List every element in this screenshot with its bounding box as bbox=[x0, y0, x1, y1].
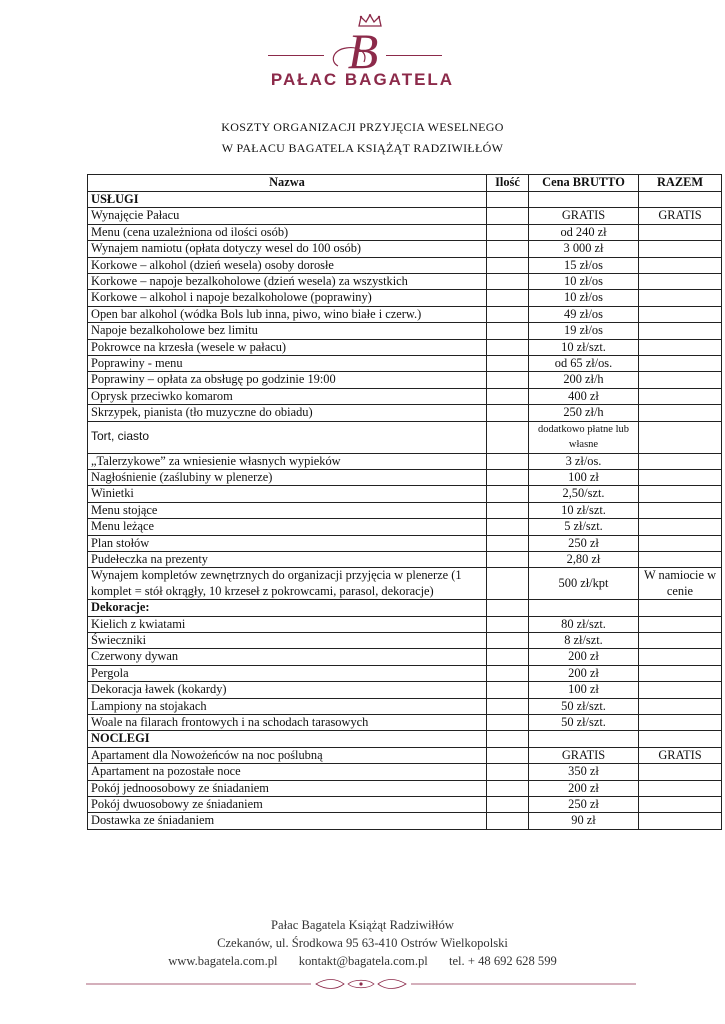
item-price: 250 zł bbox=[529, 797, 639, 813]
section-row bbox=[88, 600, 722, 616]
table-row bbox=[88, 356, 722, 372]
item-qty bbox=[487, 535, 529, 551]
item-name: Oprysk przeciwko komarom bbox=[88, 388, 487, 404]
table-row bbox=[88, 405, 722, 421]
item-price: 2,50/szt. bbox=[529, 486, 639, 502]
item-total bbox=[639, 502, 722, 518]
item-qty bbox=[487, 698, 529, 714]
item-total bbox=[639, 372, 722, 388]
table-row bbox=[88, 780, 722, 796]
table-row bbox=[88, 698, 722, 714]
table-row bbox=[88, 323, 722, 339]
item-price bbox=[529, 731, 639, 747]
item-name: Pokój dwuosobowy ze śniadaniem bbox=[88, 797, 487, 813]
item-qty bbox=[487, 632, 529, 648]
item-price bbox=[529, 192, 639, 208]
item-name: Tort, ciasto bbox=[88, 421, 487, 453]
item-qty bbox=[487, 274, 529, 290]
item-qty bbox=[487, 519, 529, 535]
item-name: Winietki bbox=[88, 486, 487, 502]
item-qty bbox=[487, 405, 529, 421]
item-qty bbox=[487, 372, 529, 388]
table-row bbox=[88, 649, 722, 665]
item-price: 350 zł bbox=[529, 764, 639, 780]
item-qty bbox=[487, 568, 529, 600]
table-row bbox=[88, 469, 722, 485]
item-name: Napoje bezalkoholowe bez limitu bbox=[88, 323, 487, 339]
footer-company: Pałac Bagatela Książąt Radziwiłłów bbox=[271, 918, 454, 932]
item-total bbox=[639, 632, 722, 648]
item-name: Apartament dla Nowożeńców na noc poślubną bbox=[88, 747, 487, 763]
item-name: Plan stołów bbox=[88, 535, 487, 551]
item-qty bbox=[487, 421, 529, 453]
table-row bbox=[88, 502, 722, 518]
item-price: 10 zł/os bbox=[529, 290, 639, 306]
table-row bbox=[88, 747, 722, 763]
item-price: 5 zł/szt. bbox=[529, 519, 639, 535]
header-total: RAZEM bbox=[639, 175, 722, 192]
item-price: 100 zł bbox=[529, 469, 639, 485]
item-total bbox=[639, 551, 722, 567]
item-qty bbox=[487, 665, 529, 681]
item-name: Nagłośnienie (zaślubiny w plenerze) bbox=[88, 469, 487, 485]
item-total: GRATIS bbox=[639, 747, 722, 763]
table-row bbox=[88, 715, 722, 731]
item-qty bbox=[487, 224, 529, 240]
item-price: 10 zł/os bbox=[529, 274, 639, 290]
table-row bbox=[88, 535, 722, 551]
table-row bbox=[88, 388, 722, 404]
table-row bbox=[88, 568, 722, 600]
item-total bbox=[639, 192, 722, 208]
section-label: NOCLEGI bbox=[88, 731, 487, 747]
section-row bbox=[88, 731, 722, 747]
item-qty bbox=[487, 502, 529, 518]
item-total: GRATIS bbox=[639, 208, 722, 224]
item-total bbox=[639, 519, 722, 535]
item-total bbox=[639, 339, 722, 355]
item-total bbox=[639, 682, 722, 698]
item-price bbox=[529, 600, 639, 616]
item-price: 500 zł/kpt bbox=[529, 568, 639, 600]
item-total bbox=[639, 616, 722, 632]
item-price: 19 zł/os bbox=[529, 323, 639, 339]
item-name: Czerwony dywan bbox=[88, 649, 487, 665]
table-row bbox=[88, 453, 722, 469]
item-price: 200 zł bbox=[529, 780, 639, 796]
item-name: Pokrowce na krzesła (wesele w pałacu) bbox=[88, 339, 487, 355]
item-qty bbox=[487, 290, 529, 306]
logo bbox=[0, 8, 725, 98]
table-row bbox=[88, 764, 722, 780]
item-qty bbox=[487, 715, 529, 731]
item-price: 8 zł/szt. bbox=[529, 632, 639, 648]
item-total bbox=[639, 453, 722, 469]
item-total bbox=[639, 405, 722, 421]
item-price: 250 zł/h bbox=[529, 405, 639, 421]
footer-email[interactable]: kontakt@bagatela.com.pl bbox=[298, 954, 428, 968]
item-price: dodatkowo płatne lub własne bbox=[529, 421, 639, 453]
item-name: Dostawka ze śniadaniem bbox=[88, 813, 487, 829]
item-qty bbox=[487, 257, 529, 273]
document-title-line-2: W PAŁACU BAGATELA KSIĄŻĄT RADZIWIŁŁÓW bbox=[221, 141, 504, 155]
section-label: Dekoracje: bbox=[88, 600, 487, 616]
item-name: Pokój jednoosobowy ze śniadaniem bbox=[88, 780, 487, 796]
item-total bbox=[639, 421, 722, 453]
item-price: 100 zł bbox=[529, 682, 639, 698]
item-price: 200 zł bbox=[529, 649, 639, 665]
item-total bbox=[639, 649, 722, 665]
item-qty bbox=[487, 339, 529, 355]
table-row bbox=[88, 372, 722, 388]
item-qty bbox=[487, 208, 529, 224]
item-price: 200 zł/h bbox=[529, 372, 639, 388]
item-total bbox=[639, 274, 722, 290]
item-name: Korkowe – napoje bezalkoholowe (dzień wesela) za wszystkich bbox=[88, 274, 487, 290]
item-name: Korkowe – alkohol i napoje bezalkoholowe (poprawiny) bbox=[88, 290, 487, 306]
table-row bbox=[88, 813, 722, 829]
item-name: „Talerzykowe” za wniesienie własnych wypieków bbox=[88, 453, 487, 469]
item-price: 3 000 zł bbox=[529, 241, 639, 257]
item-qty bbox=[487, 323, 529, 339]
logo-monogram bbox=[324, 22, 402, 76]
item-name: Wynajem namiotu (opłata dotyczy wesel do 100 osób) bbox=[88, 241, 487, 257]
footer-website[interactable]: www.bagatela.com.pl bbox=[168, 954, 278, 968]
item-name: Woale na filarach frontowych i na schodach tarasowych bbox=[88, 715, 487, 731]
item-qty bbox=[487, 453, 529, 469]
item-total: W namiocie w cenie bbox=[639, 568, 722, 600]
section-label: USŁUGI bbox=[88, 192, 487, 208]
item-total bbox=[639, 469, 722, 485]
item-name: Menu stojące bbox=[88, 502, 487, 518]
table-row bbox=[88, 290, 722, 306]
item-qty bbox=[487, 192, 529, 208]
header-name: Nazwa bbox=[88, 175, 487, 192]
table-row bbox=[88, 306, 722, 322]
item-qty bbox=[487, 600, 529, 616]
item-name: Wynajem kompletów zewnętrznych do organizacji przyjęcia w plenerze (1 komplet = stół okrągły, 10 krzeseł z pokrowcami, parasol, dekoracje) bbox=[88, 568, 487, 600]
item-name: Poprawiny – opłata za obsługę po godzinie 19:00 bbox=[88, 372, 487, 388]
table-row bbox=[88, 224, 722, 240]
item-price: 3 zł/os. bbox=[529, 453, 639, 469]
item-qty bbox=[487, 356, 529, 372]
table-row bbox=[88, 274, 722, 290]
item-total bbox=[639, 224, 722, 240]
item-price: 200 zł bbox=[529, 665, 639, 681]
item-price: 10 zł/szt. bbox=[529, 502, 639, 518]
item-qty bbox=[487, 469, 529, 485]
item-price: 10 zł/szt. bbox=[529, 339, 639, 355]
item-price: 2,80 zł bbox=[529, 551, 639, 567]
header-price: Cena BRUTTO bbox=[529, 175, 639, 192]
table-row bbox=[88, 241, 722, 257]
item-name: Menu (cena uzależniona od ilości osób) bbox=[88, 224, 487, 240]
table-row bbox=[88, 682, 722, 698]
table-row bbox=[88, 632, 722, 648]
item-total bbox=[639, 731, 722, 747]
item-total bbox=[639, 241, 722, 257]
item-price: 250 zł bbox=[529, 535, 639, 551]
item-qty bbox=[487, 649, 529, 665]
item-total bbox=[639, 388, 722, 404]
item-name: Wynajęcie Pałacu bbox=[88, 208, 487, 224]
item-total bbox=[639, 356, 722, 372]
footer-ornament bbox=[86, 978, 636, 990]
item-name: Pudełeczka na prezenty bbox=[88, 551, 487, 567]
item-name: Poprawiny - menu bbox=[88, 356, 487, 372]
table-row bbox=[88, 339, 722, 355]
item-qty bbox=[487, 306, 529, 322]
cost-table-body bbox=[88, 192, 722, 830]
table-row bbox=[88, 486, 722, 502]
item-total bbox=[639, 764, 722, 780]
item-qty bbox=[487, 551, 529, 567]
item-price: 15 zł/os bbox=[529, 257, 639, 273]
item-total bbox=[639, 486, 722, 502]
item-total bbox=[639, 323, 722, 339]
item-price: 80 zł/szt. bbox=[529, 616, 639, 632]
table-row bbox=[88, 421, 722, 453]
item-qty bbox=[487, 241, 529, 257]
item-total bbox=[639, 797, 722, 813]
item-qty bbox=[487, 780, 529, 796]
table-row bbox=[88, 257, 722, 273]
item-price: 400 zł bbox=[529, 388, 639, 404]
item-price: od 65 zł/os. bbox=[529, 356, 639, 372]
table-row bbox=[88, 616, 722, 632]
logo-line-left bbox=[268, 55, 324, 56]
footer-contact bbox=[0, 954, 725, 969]
table-row bbox=[88, 551, 722, 567]
table-row bbox=[88, 519, 722, 535]
item-qty bbox=[487, 486, 529, 502]
item-qty bbox=[487, 813, 529, 829]
item-total bbox=[639, 665, 722, 681]
item-name: Dekoracja ławek (kokardy) bbox=[88, 682, 487, 698]
logo-name: PAŁAC BAGATELA bbox=[270, 70, 455, 89]
section-row bbox=[88, 192, 722, 208]
table-header-row bbox=[88, 175, 722, 192]
item-total bbox=[639, 715, 722, 731]
item-price: 50 zł/szt. bbox=[529, 698, 639, 714]
item-total bbox=[639, 257, 722, 273]
item-price: GRATIS bbox=[529, 208, 639, 224]
item-name: Menu leżące bbox=[88, 519, 487, 535]
footer-address: Czekanów, ul. Środkowa 95 63-410 Ostrów Wielkopolski bbox=[217, 936, 508, 950]
item-name: Korkowe – alkohol (dzień wesela) osoby dorosłe bbox=[88, 257, 487, 273]
item-qty bbox=[487, 731, 529, 747]
item-price: 49 zł/os bbox=[529, 306, 639, 322]
item-total bbox=[639, 600, 722, 616]
item-qty bbox=[487, 616, 529, 632]
item-name: Open bar alkohol (wódka Bols lub inna, piwo, wino białe i czerw.) bbox=[88, 306, 487, 322]
item-qty bbox=[487, 747, 529, 763]
item-price: GRATIS bbox=[529, 747, 639, 763]
item-name: Świeczniki bbox=[88, 632, 487, 648]
header-qty: Ilość bbox=[487, 175, 529, 192]
item-qty bbox=[487, 764, 529, 780]
item-name: Pergola bbox=[88, 665, 487, 681]
item-total bbox=[639, 780, 722, 796]
item-total bbox=[639, 698, 722, 714]
item-name: Kielich z kwiatami bbox=[88, 616, 487, 632]
item-price: od 240 zł bbox=[529, 224, 639, 240]
item-name: Skrzypek, pianista (tło muzyczne do obiadu) bbox=[88, 405, 487, 421]
item-name: Apartament na pozostałe noce bbox=[88, 764, 487, 780]
item-qty bbox=[487, 797, 529, 813]
svg-text:B: B bbox=[347, 23, 379, 76]
table-row bbox=[88, 665, 722, 681]
item-price: 90 zł bbox=[529, 813, 639, 829]
item-price: 50 zł/szt. bbox=[529, 715, 639, 731]
cost-table bbox=[87, 174, 722, 830]
item-name: Lampiony na stojakach bbox=[88, 698, 487, 714]
table-row bbox=[88, 208, 722, 224]
item-total bbox=[639, 290, 722, 306]
item-total bbox=[639, 813, 722, 829]
document-title-line-1: KOSZTY ORGANIZACJI PRZYJĘCIA WESELNEGO bbox=[221, 120, 504, 134]
item-qty bbox=[487, 388, 529, 404]
item-total bbox=[639, 306, 722, 322]
item-qty bbox=[487, 682, 529, 698]
footer-phone: tel. + 48 692 628 599 bbox=[448, 954, 557, 968]
item-total bbox=[639, 535, 722, 551]
table-row bbox=[88, 797, 722, 813]
